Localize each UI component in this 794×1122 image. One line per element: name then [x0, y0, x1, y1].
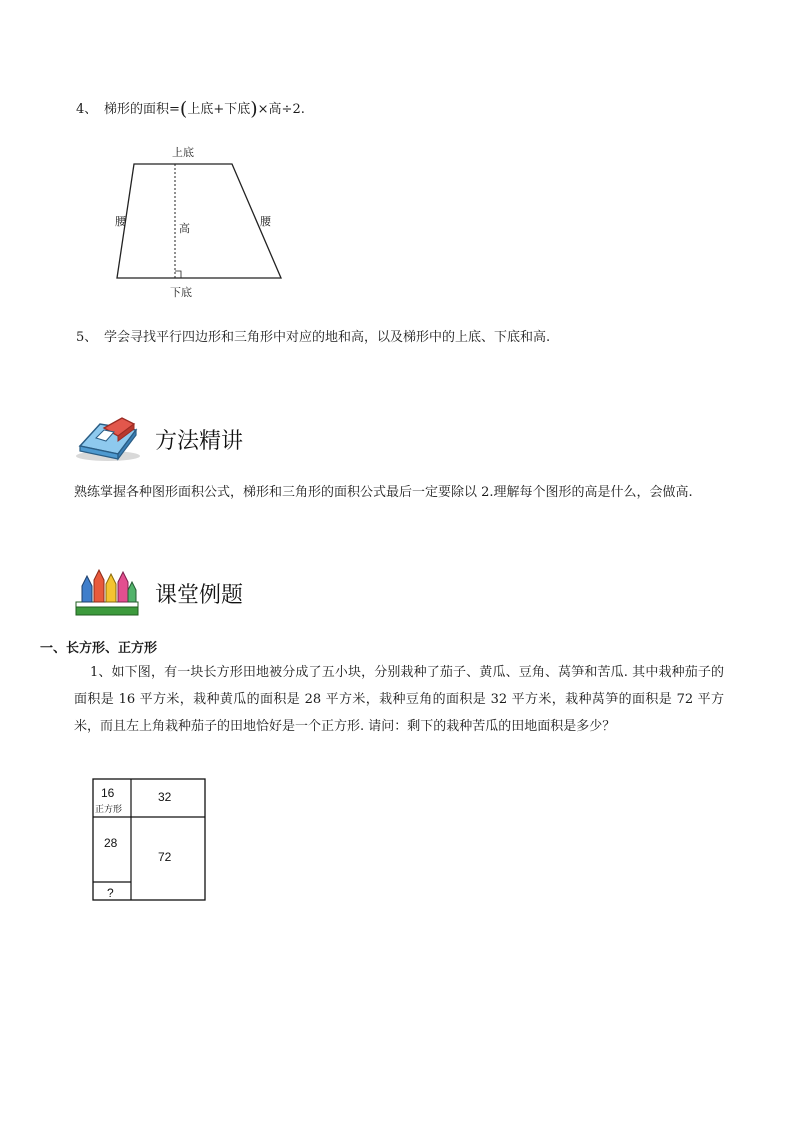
method-section-title: 方法精讲	[155, 429, 244, 454]
field-grid-diagram	[90, 776, 212, 906]
item-4	[76, 98, 305, 120]
subsection-heading: 一、长方形、正方形	[40, 641, 158, 656]
item-4-number: 4、	[76, 102, 98, 117]
item-5-text: 学会寻找平行四边形和三角形中对应的地和高，以及梯形中的上底、下底和高.	[104, 330, 551, 345]
paren-close: )	[250, 98, 258, 120]
cell-eggplant-value: 16	[101, 786, 115, 800]
trapezoid-shape	[117, 164, 281, 278]
top-base-label: 上底	[172, 146, 194, 159]
bottom-base-label: 下底	[170, 286, 192, 299]
cell-eggplant-note: 正方形	[95, 805, 123, 815]
trapezoid-diagram	[110, 142, 300, 304]
right-leg-label: 腰	[260, 215, 271, 228]
method-body-text: 熟练掌握各种图形面积公式，梯形和三角形的面积公式最后一定要除以 2.理解每个图形的高是什么，会做高.	[74, 485, 693, 500]
problem-1	[74, 659, 724, 740]
formula-prefix: 梯形的面积=	[104, 102, 180, 117]
item-5	[76, 326, 550, 345]
left-leg-label: 腰	[115, 215, 126, 228]
formula-paren-inner: 上底+下底	[187, 102, 251, 117]
problem-1-text: 1、如下图，有一块长方形田地被分成了五小块，分别栽种了茄子、黄瓜、豆角、莴笋和苦瓜. 其中栽种茄子的面积是 16 平方米，栽种黄瓜的面积是 28 平方米，栽种豆角的面积是 32 平方米，栽种莴笋的面积是 72 平方米，而且左上角栽种茄子的田地恰好是一个正方形. 请问：剩下的栽种苦瓜的田地面积是多少？	[74, 665, 724, 734]
right-angle-mark	[175, 271, 181, 278]
item-5-number: 5、	[76, 330, 98, 345]
paren-open: (	[179, 98, 188, 120]
eraser-book-icon	[74, 412, 144, 464]
cell-lettuce-value: 72	[158, 850, 172, 864]
pencils-icon	[74, 568, 140, 618]
cell-beans-value: 32	[158, 790, 172, 804]
formula-suffix: ×高÷2.	[257, 102, 305, 117]
examples-section-title: 课堂例题	[155, 583, 244, 608]
cell-bitter-melon-value: ?	[107, 886, 114, 900]
height-label: 高	[179, 222, 190, 235]
cell-cucumber-value: 28	[104, 836, 118, 850]
